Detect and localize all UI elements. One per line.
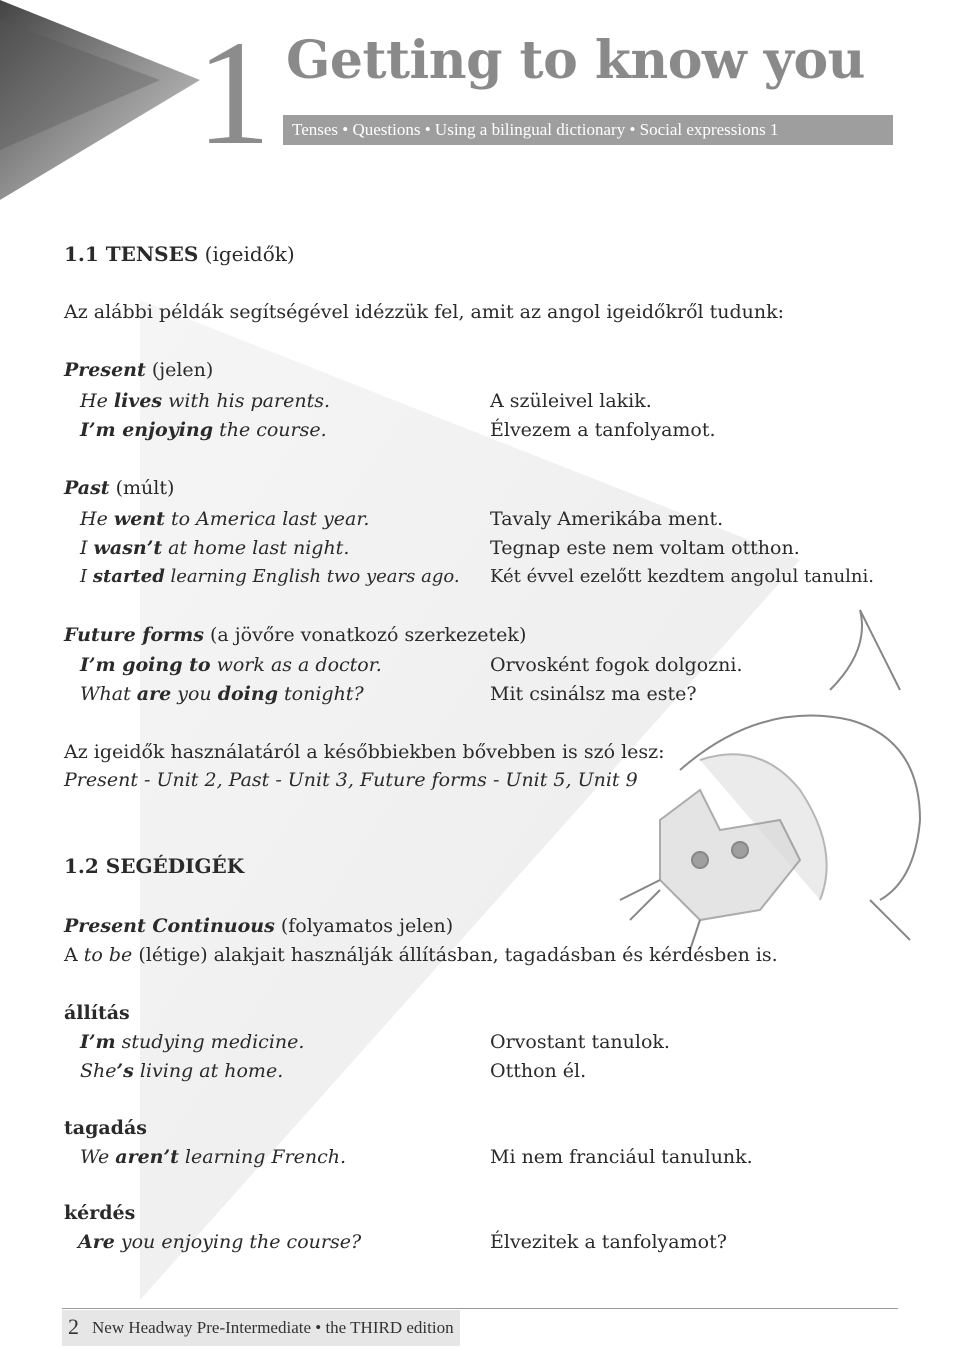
bold-segment: are: [136, 683, 172, 705]
bold-segment: I’m enjoying: [80, 419, 214, 441]
text-segment: studying medicine.: [115, 1031, 305, 1053]
text-segment: to America last year.: [164, 508, 370, 530]
allitas-translation-2: Otthon él.: [490, 1060, 587, 1082]
future-label: Future forms: [64, 624, 204, 646]
text-segment: I: [80, 537, 94, 559]
present-continuous-heading: [64, 913, 453, 939]
text-segment: He: [80, 508, 114, 530]
past-label: Past: [64, 477, 110, 499]
section-heading-tenses: [64, 241, 295, 267]
text-segment: tonight?: [277, 683, 364, 705]
italic-segment: to be: [83, 944, 133, 966]
past-note: (múlt): [115, 477, 175, 499]
unit-number: 1: [196, 10, 267, 176]
bold-segment: wasn’t: [93, 537, 163, 559]
text-segment: (létige) alakjait használják állításban, tagadásban és kérdésben is.: [132, 944, 778, 966]
future-example-2: [80, 681, 364, 707]
present-translation-1: A szüleivel lakik.: [490, 390, 652, 412]
allitas-example-1: [80, 1029, 304, 1055]
present-example-2: [80, 417, 327, 443]
bold-segment: I’m going to: [80, 654, 211, 676]
present-label: Present: [64, 359, 146, 381]
bold-segment: went: [113, 508, 165, 530]
future-note: (a jövőre vonatkozó szerkezetek): [209, 624, 527, 646]
bold-segment: Are: [78, 1231, 115, 1253]
kerdes-example-1: [78, 1229, 361, 1255]
allitas-example-2: [80, 1058, 283, 1084]
kerdes-label: kérdés: [64, 1202, 136, 1224]
present-continuous-note: (folyamatos jelen): [280, 915, 454, 937]
past-example-3: [80, 564, 460, 590]
allitas-label: állítás: [64, 1002, 130, 1024]
later-note-2: Present - Unit 2, Past - Unit 3, Future forms - Unit 5, Unit 9: [64, 769, 638, 791]
present-translation-2: Élvezem a tanfolyamot.: [490, 419, 716, 441]
bold-segment: I’m: [80, 1031, 116, 1053]
bold-segment: started: [92, 566, 165, 587]
future-translation-1: Orvosként fogok dolgozni.: [490, 654, 743, 676]
past-example-1: [80, 506, 369, 532]
text-segment: We: [80, 1146, 116, 1168]
text-segment: She: [80, 1060, 117, 1082]
past-heading: [64, 475, 174, 501]
text-segment: work as a doctor.: [210, 654, 382, 676]
bold-segment: doing: [217, 683, 278, 705]
future-example-1: [80, 652, 382, 678]
page-number: 2: [68, 1314, 79, 1339]
bold-segment: ’s: [116, 1060, 134, 1082]
bold-segment: aren’t: [115, 1146, 179, 1168]
text-segment: with his parents.: [162, 390, 330, 412]
present-note: (jelen): [151, 359, 214, 381]
text-segment: What: [80, 683, 137, 705]
future-translation-2: Mit csinálsz ma este?: [490, 683, 697, 705]
later-note-1: Az igeidők használatáról a későbbiekben bővebben is szó lesz:: [64, 741, 665, 763]
section-note: (igeidők): [204, 242, 295, 266]
text-segment: learning English two years ago.: [164, 566, 460, 587]
intro-text: Az alábbi példák segítségével idézzük fel, amit az angol igeidőkről tudunk:: [64, 301, 785, 323]
past-example-2: [80, 535, 349, 561]
present-continuous-label: Present Continuous: [64, 915, 275, 937]
text-segment: the course.: [213, 419, 327, 441]
footer-rule: [62, 1308, 898, 1309]
past-translation-1: Tavaly Amerikába ment.: [490, 508, 724, 530]
text-segment: at home last night.: [162, 537, 350, 559]
kerdes-translation-1: Élvezitek a tanfolyamot?: [490, 1231, 727, 1253]
text-segment: you enjoying the course?: [114, 1231, 362, 1253]
section-number: 1.1 TENSES: [64, 242, 199, 266]
text-segment: I: [80, 566, 93, 587]
past-translation-3: Két évvel ezelőtt kezdtem angolul tanulni.: [490, 566, 874, 587]
past-translation-2: Tegnap este nem voltam otthon.: [490, 537, 800, 559]
page-title: Getting to know you: [286, 30, 865, 91]
text-segment: A: [64, 944, 84, 966]
text-segment: you: [171, 683, 218, 705]
future-heading: [64, 622, 526, 648]
tagadas-example-1: [80, 1144, 346, 1170]
text-segment: living at home.: [133, 1060, 284, 1082]
bold-segment: lives: [113, 390, 163, 412]
book-title: New Headway Pre-Intermediate • the THIRD edition: [92, 1318, 454, 1337]
tagadas-label: tagadás: [64, 1117, 147, 1139]
present-example-1: [80, 388, 330, 414]
section-heading-segedigek: 1.2 SEGÉDIGÉK: [64, 854, 245, 878]
tagadas-translation-1: Mi nem franciául tanulunk.: [490, 1146, 753, 1168]
topics-bar: Tenses • Questions • Using a bilingual dictionary • Social expressions 1: [283, 115, 893, 145]
text-segment: learning French.: [178, 1146, 347, 1168]
allitas-translation-1: Orvostant tanulok.: [490, 1031, 670, 1053]
present-continuous-description: [64, 942, 778, 968]
present-heading: [64, 357, 213, 383]
text-segment: He: [80, 390, 114, 412]
